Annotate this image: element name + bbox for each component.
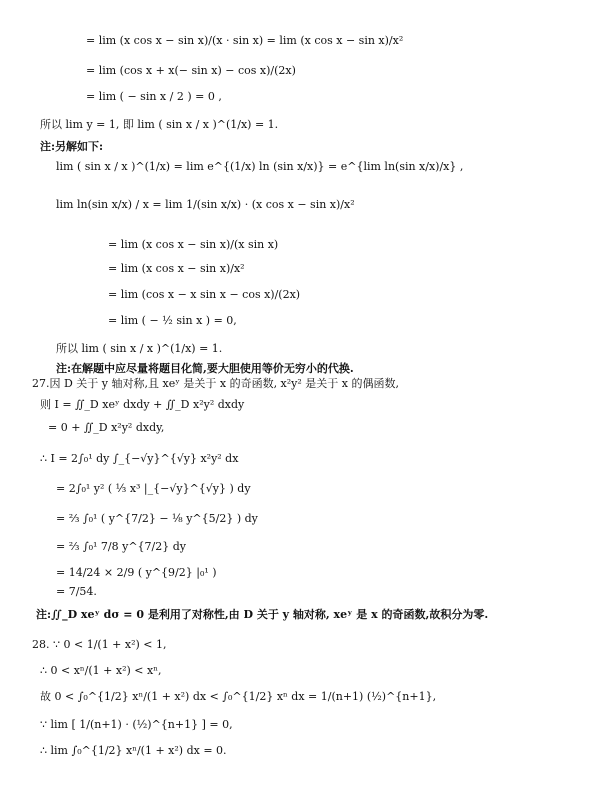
equation-text: = lim (cos x − x sin x − cos x)/(2x) bbox=[108, 288, 301, 301]
equation-text: ∴ lim ∫₀^{1/2} xⁿ/(1 + x²) dx = 0. bbox=[40, 744, 227, 757]
conclusion-line bbox=[56, 342, 222, 355]
equation-line bbox=[40, 398, 244, 411]
problem-text: 28. ∵ 0 < 1/(1 + x²) < 1, bbox=[32, 638, 167, 651]
equation-text: ∴ 0 < xⁿ/(1 + x²) < xⁿ, bbox=[40, 664, 162, 677]
equation-line bbox=[86, 90, 222, 103]
problem-text: 27.因 D 关于 y 轴对称,且 xeʸ 是关于 x 的奇函数, x²y² 是关于 x 的偶函数, bbox=[32, 377, 399, 390]
equation-line bbox=[48, 421, 164, 434]
equation-line bbox=[108, 238, 278, 251]
equation-text: = ⅔ ∫₀¹ 7/8 y^{7/2} dy bbox=[56, 540, 187, 553]
equation-line bbox=[56, 482, 251, 495]
equation-text: = lim (x cos x − sin x)/(x sin x) bbox=[108, 238, 279, 251]
equation-text: ∴ I = 2∫₀¹ dy ∫_{−√y}^{√y} x²y² dx bbox=[40, 452, 239, 465]
equation-line bbox=[56, 198, 355, 211]
equation-line bbox=[86, 64, 296, 77]
equation-line bbox=[56, 512, 258, 525]
note-text: 另解如下: bbox=[55, 140, 104, 153]
equation-text: = lim (x cos x − sin x)/(x · sin x) = lim (x cos x − sin x)/x² bbox=[86, 34, 404, 47]
equation-text: = lim (cos x + x(− sin x) − cos x)/(2x) bbox=[86, 64, 296, 77]
equation-text: = lim (x cos x − sin x)/x² bbox=[108, 262, 245, 275]
note-label: 注: bbox=[40, 140, 56, 153]
equation-text: 则 I = ∬_D xeʸ dxdy + ∬_D x²y² dxdy bbox=[40, 398, 245, 411]
equation-text: = ⅔ ∫₀¹ ( y^{7/2} − ⅛ y^{5/2} ) dy bbox=[56, 512, 258, 525]
note-text: ∬_D xeʸ dσ = 0 是利用了对称性,由 D 关于 y 轴对称, xeʸ 是 x 的奇函数,故积分为零. bbox=[51, 608, 489, 621]
note-line bbox=[56, 362, 354, 375]
equation-text: = lim ( − sin x / 2 ) = 0 , bbox=[86, 90, 222, 103]
equation-line bbox=[108, 314, 237, 327]
equation-line bbox=[56, 585, 97, 598]
problem-27-statement bbox=[32, 377, 399, 390]
note-text: 在解题中应尽量将题目化简,要大胆使用等价无穷小的代换. bbox=[71, 362, 354, 375]
equation-line bbox=[108, 262, 245, 275]
problem-28-statement bbox=[32, 638, 167, 651]
conclusion-line bbox=[40, 118, 278, 131]
equation-line bbox=[56, 540, 186, 553]
equation-line bbox=[56, 160, 463, 173]
equation-line bbox=[40, 664, 161, 677]
equation-line bbox=[40, 744, 227, 757]
equation-line bbox=[108, 288, 300, 301]
equation-line bbox=[40, 718, 233, 731]
note-line bbox=[36, 608, 488, 621]
note-label: 注: bbox=[36, 608, 52, 621]
equation-text: = 0 + ∬_D x²y² dxdy, bbox=[48, 421, 165, 434]
equation-line bbox=[56, 566, 217, 579]
note-line bbox=[40, 140, 103, 153]
equation-text: = lim ( − ½ sin x ) = 0, bbox=[108, 314, 237, 327]
equation-line bbox=[86, 34, 403, 47]
equation-line bbox=[40, 690, 436, 703]
conclusion-text: 所以 lim y = 1, 即 lim ( sin x / x )^(1/x) = 1. bbox=[40, 118, 279, 131]
equation-line bbox=[40, 452, 238, 465]
note-label: 注: bbox=[56, 362, 72, 375]
equation-text: lim ln(sin x/x) / x = lim 1/(sin x/x) · (x cos x − sin x)/x² bbox=[56, 198, 355, 211]
equation-text: 故 0 < ∫₀^{1/2} xⁿ/(1 + x²) dx < ∫₀^{1/2} xⁿ dx = 1/(n+1) (½)^{n+1}, bbox=[40, 690, 437, 703]
equation-text: = 2∫₀¹ y² ( ⅓ x³ |_{−√y}^{√y} ) dy bbox=[56, 482, 251, 495]
equation-text: lim ( sin x / x )^(1/x) = lim e^{(1/x) ln (sin x/x)} = e^{lim ln(sin x/x)/x} , bbox=[56, 160, 464, 173]
equation-text: ∵ lim [ 1/(n+1) · (½)^{n+1} ] = 0, bbox=[40, 718, 233, 731]
equation-text: = 14/24 × 2/9 ( y^{9/2} |₀¹ ) bbox=[56, 566, 217, 579]
equation-text: = 7/54. bbox=[56, 585, 97, 598]
conclusion-text: 所以 lim ( sin x / x )^(1/x) = 1. bbox=[56, 342, 223, 355]
